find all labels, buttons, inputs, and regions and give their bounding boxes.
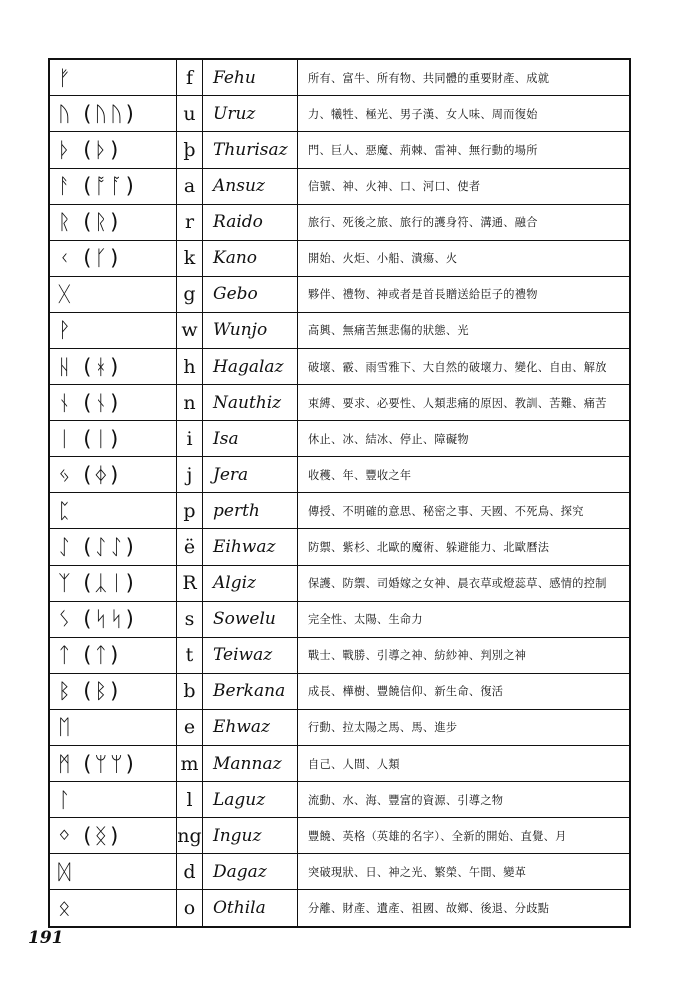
rune-row (49, 312, 630, 348)
rune-table (48, 58, 631, 928)
rune-name: Isa (203, 421, 298, 457)
rune-meaning: 破壞、霰、雨雪雅下、大自然的破壞力、變化、自由、解放 (298, 348, 631, 384)
rune-glyph: ᚱ (ᚱ) (49, 204, 177, 240)
rune-glyph: ᛜ (ᛝ) (49, 818, 177, 854)
rune-meaning: 旅行、死後之旅、旅行的護身符、溝通、融合 (298, 204, 631, 240)
latin-letter: e (177, 709, 203, 745)
latin-letter: d (177, 854, 203, 890)
rune-row (49, 673, 630, 709)
rune-meaning: 自己、人間、人類 (298, 746, 631, 782)
rune-glyph: ᚷ (49, 276, 177, 312)
rune-glyph: ᚦ (ᚦ) (49, 132, 177, 168)
rune-name: Dagaz (203, 854, 298, 890)
rune-glyph: ᛗ (ᛘᛘ) (49, 746, 177, 782)
rune-name: Thurisaz (203, 132, 298, 168)
rune-meaning: 傳授、不明確的意思、秘密之事、天國、不死鳥、探究 (298, 493, 631, 529)
latin-letter: ë (177, 529, 203, 565)
rune-glyph: ᛟ (49, 890, 177, 927)
rune-meaning: 突破現狀、日、神之光、繁榮、午間、變革 (298, 854, 631, 890)
rune-meaning: 流動、水、海、豐富的資源、引導之物 (298, 782, 631, 818)
rune-meaning: 行動、拉太陽之馬、馬、進步 (298, 709, 631, 745)
rune-glyph: ᛒ (ᛒ) (49, 673, 177, 709)
rune-row (49, 276, 630, 312)
rune-glyph: ᛖ (49, 709, 177, 745)
rune-glyph: ᚹ (49, 312, 177, 348)
rune-meaning: 休止、冰、結冰、停止、障礙物 (298, 421, 631, 457)
latin-letter: t (177, 637, 203, 673)
rune-glyph: ᛞ (49, 854, 177, 890)
rune-glyph: ᛉ (ᛣᛁ) (49, 565, 177, 601)
latin-letter: s (177, 601, 203, 637)
rune-row (49, 782, 630, 818)
rune-name: Jera (203, 457, 298, 493)
rune-glyph: ᛏ (ᛏ) (49, 637, 177, 673)
rune-name: Teiwaz (203, 637, 298, 673)
latin-letter: r (177, 204, 203, 240)
latin-letter: n (177, 385, 203, 421)
rune-meaning: 保護、防禦、司婚嫁之女神、晨衣草或燈蕊草、感情的控制 (298, 565, 631, 601)
rune-name: Gebo (203, 276, 298, 312)
rune-name: Berkana (203, 673, 298, 709)
rune-name: Fehu (203, 59, 298, 96)
rune-meaning: 束縛、要求、必要性、人類悲痛的原因、教訓、苦難、痛苦 (298, 385, 631, 421)
rune-row (49, 457, 630, 493)
rune-name: Laguz (203, 782, 298, 818)
latin-letter: R (177, 565, 203, 601)
rune-row (49, 59, 630, 96)
rune-row (49, 709, 630, 745)
rune-row (49, 204, 630, 240)
rune-row (49, 529, 630, 565)
latin-letter: þ (177, 132, 203, 168)
latin-letter: o (177, 890, 203, 927)
rune-name: Sowelu (203, 601, 298, 637)
rune-row (49, 601, 630, 637)
rune-row (49, 168, 630, 204)
rune-name: Inguz (203, 818, 298, 854)
rune-row (49, 818, 630, 854)
rune-meaning: 信號、神、火神、口、河口、使者 (298, 168, 631, 204)
rune-glyph: ᛊ (ᛋᛋ) (49, 601, 177, 637)
rune-glyph: ᚠ (49, 59, 177, 96)
latin-letter: g (177, 276, 203, 312)
rune-meaning: 所有、富牛、所有物、共同體的重要財產、成就 (298, 59, 631, 96)
rune-row (49, 385, 630, 421)
latin-letter: i (177, 421, 203, 457)
rune-row (49, 240, 630, 276)
rune-name: Ehwaz (203, 709, 298, 745)
rune-meaning: 收穫、年、豐收之年 (298, 457, 631, 493)
rune-meaning: 分離、財產、遺產、祖國、故鄉、後退、分歧點 (298, 890, 631, 927)
latin-letter: f (177, 59, 203, 96)
rune-row (49, 421, 630, 457)
rune-row (49, 854, 630, 890)
rune-name: Mannaz (203, 746, 298, 782)
rune-meaning: 成長、樺樹、豐饒信仰、新生命、復活 (298, 673, 631, 709)
rune-table-body (49, 59, 630, 927)
rune-meaning: 高興、無痛苦無悲傷的狀態、光 (298, 312, 631, 348)
rune-name: Eihwaz (203, 529, 298, 565)
rune-name: Ansuz (203, 168, 298, 204)
rune-glyph: ᚢ (ᚢᚢ) (49, 96, 177, 132)
rune-glyph: ᛃ (ᛄ) (49, 457, 177, 493)
rune-meaning: 門、巨人、惡魔、荊棘、雷神、無行動的場所 (298, 132, 631, 168)
rune-glyph: ᚲ (ᚴ) (49, 240, 177, 276)
rune-row (49, 132, 630, 168)
rune-name: Uruz (203, 96, 298, 132)
latin-letter: w (177, 312, 203, 348)
rune-glyph: ᛚ (49, 782, 177, 818)
latin-letter: ng (177, 818, 203, 854)
rune-glyph: ᚾ (ᚾ) (49, 385, 177, 421)
page-number: 191 (28, 928, 64, 948)
rune-row (49, 637, 630, 673)
rune-meaning: 完全性、太陽、生命力 (298, 601, 631, 637)
latin-letter: p (177, 493, 203, 529)
rune-row (49, 348, 630, 384)
latin-letter: u (177, 96, 203, 132)
rune-glyph: ᛈ (49, 493, 177, 529)
rune-meaning: 開始、火炬、小船、潰瘍、火 (298, 240, 631, 276)
rune-name: Hagalaz (203, 348, 298, 384)
latin-letter: b (177, 673, 203, 709)
rune-name: Nauthiz (203, 385, 298, 421)
rune-meaning: 戰士、戰勝、引導之神、紡紗神、判別之神 (298, 637, 631, 673)
rune-meaning: 夥伴、禮物、神或者是首長贈送給臣子的禮物 (298, 276, 631, 312)
latin-letter: h (177, 348, 203, 384)
rune-row (49, 493, 630, 529)
rune-meaning: 防禦、紫杉、北歐的魔術、躲避能力、北歐曆法 (298, 529, 631, 565)
rune-glyph: ᚺ (ᚼ) (49, 348, 177, 384)
rune-glyph: ᚨ (ᚩᚪ) (49, 168, 177, 204)
rune-name: Wunjo (203, 312, 298, 348)
rune-name: Kano (203, 240, 298, 276)
latin-letter: a (177, 168, 203, 204)
rune-row (49, 96, 630, 132)
latin-letter: l (177, 782, 203, 818)
rune-row (49, 565, 630, 601)
rune-row (49, 746, 630, 782)
rune-name: Algiz (203, 565, 298, 601)
latin-letter: m (177, 746, 203, 782)
rune-glyph: ᛁ (ᛁ) (49, 421, 177, 457)
latin-letter: j (177, 457, 203, 493)
rune-row (49, 890, 630, 927)
rune-name: Othila (203, 890, 298, 927)
rune-name: Raido (203, 204, 298, 240)
rune-meaning: 力、犧牲、極光、男子漢、女人味、周而復始 (298, 96, 631, 132)
latin-letter: k (177, 240, 203, 276)
rune-name: perth (203, 493, 298, 529)
rune-meaning: 豐饒、英格（英雄的名字）、全新的開始、直覺、月 (298, 818, 631, 854)
rune-glyph: ᛇ (ᛇᛇ) (49, 529, 177, 565)
